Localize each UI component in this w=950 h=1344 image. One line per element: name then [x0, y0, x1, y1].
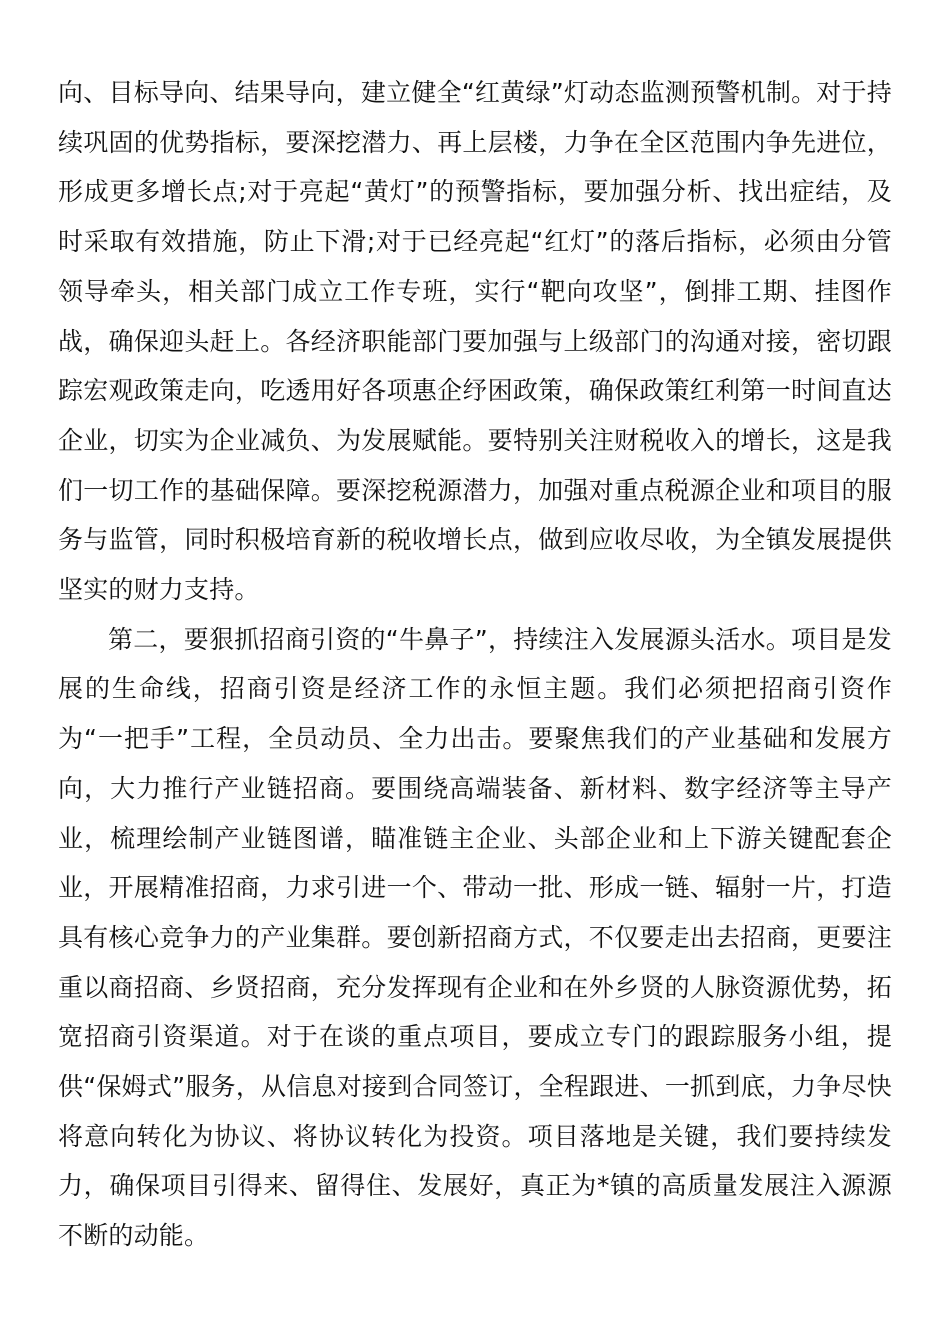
paragraph-second-point: 第二，要狠抓招商引资的“牛鼻子”，持续注入发展源头活水。项目是发展的生命线，招商引资是经济工作的永恒主题。我们必须把招商引资作为“一把手”工程，全员动员、全力出击。要聚焦我们的产业基础和发展方向，大力推行产业链招商。要围绕高端装备、新材料、数字经济等主导产业，梳理绘制产业链图谱，瞄准链主企业、头部企业和上下游关键配套企业，开展精准招商，力求引进一个、带动一批、形成一链、辐射一片，打造具有核心竞争力的产业集群。要创新招商方式，不仅要走出去招商，更要注重以商招商、乡贤招商，充分发挥现有企业和在外乡贤的人脉资源优势，拓宽招商引资渠道。对于在谈的重点项目，要成立专门的跟踪服务小组，提供“保姆式”服务，从信息对接到合同签订，全程跟进、一抓到底，力争尽快将意向转化为协议、将协议转化为投资。项目落地是关键，我们要持续发力，确保项目引得来、留得住、发展好，真正为*镇的高质量发展注入源源不断的动能。 — [58, 624, 892, 1251]
document-body — [58, 68, 892, 1261]
paragraph-continuation: 向、目标导向、结果导向，建立健全“红黄绿”灯动态监测预警机制。对于持续巩固的优势指标，要深挖潜力、再上层楼，力争在全区范围内争先进位，形成更多增长点;对于亮起“黄灯”的预警指标，要加强分析、找出症结，及时采取有效措施，防止下滑;对于已经亮起“红灯”的落后指标，必须由分管领导牵头，相关部门成立工作专班，实行“靶向攻坚”，倒排工期、挂图作战，确保迎头赶上。各经济职能部门要加强与上级部门的沟通对接，密切跟踪宏观政策走向，吃透用好各项惠企纾困政策，确保政策红利第一时间直达企业，切实为企业减负、为发展赋能。要特别关注财税收入的增长，这是我们一切工作的基础保障。要深挖税源潜力，加强对重点税源企业和项目的服务与监管，同时积极培育新的税收增长点，做到应收尽收，为全镇发展提供坚实的财力支持。 — [58, 78, 892, 605]
